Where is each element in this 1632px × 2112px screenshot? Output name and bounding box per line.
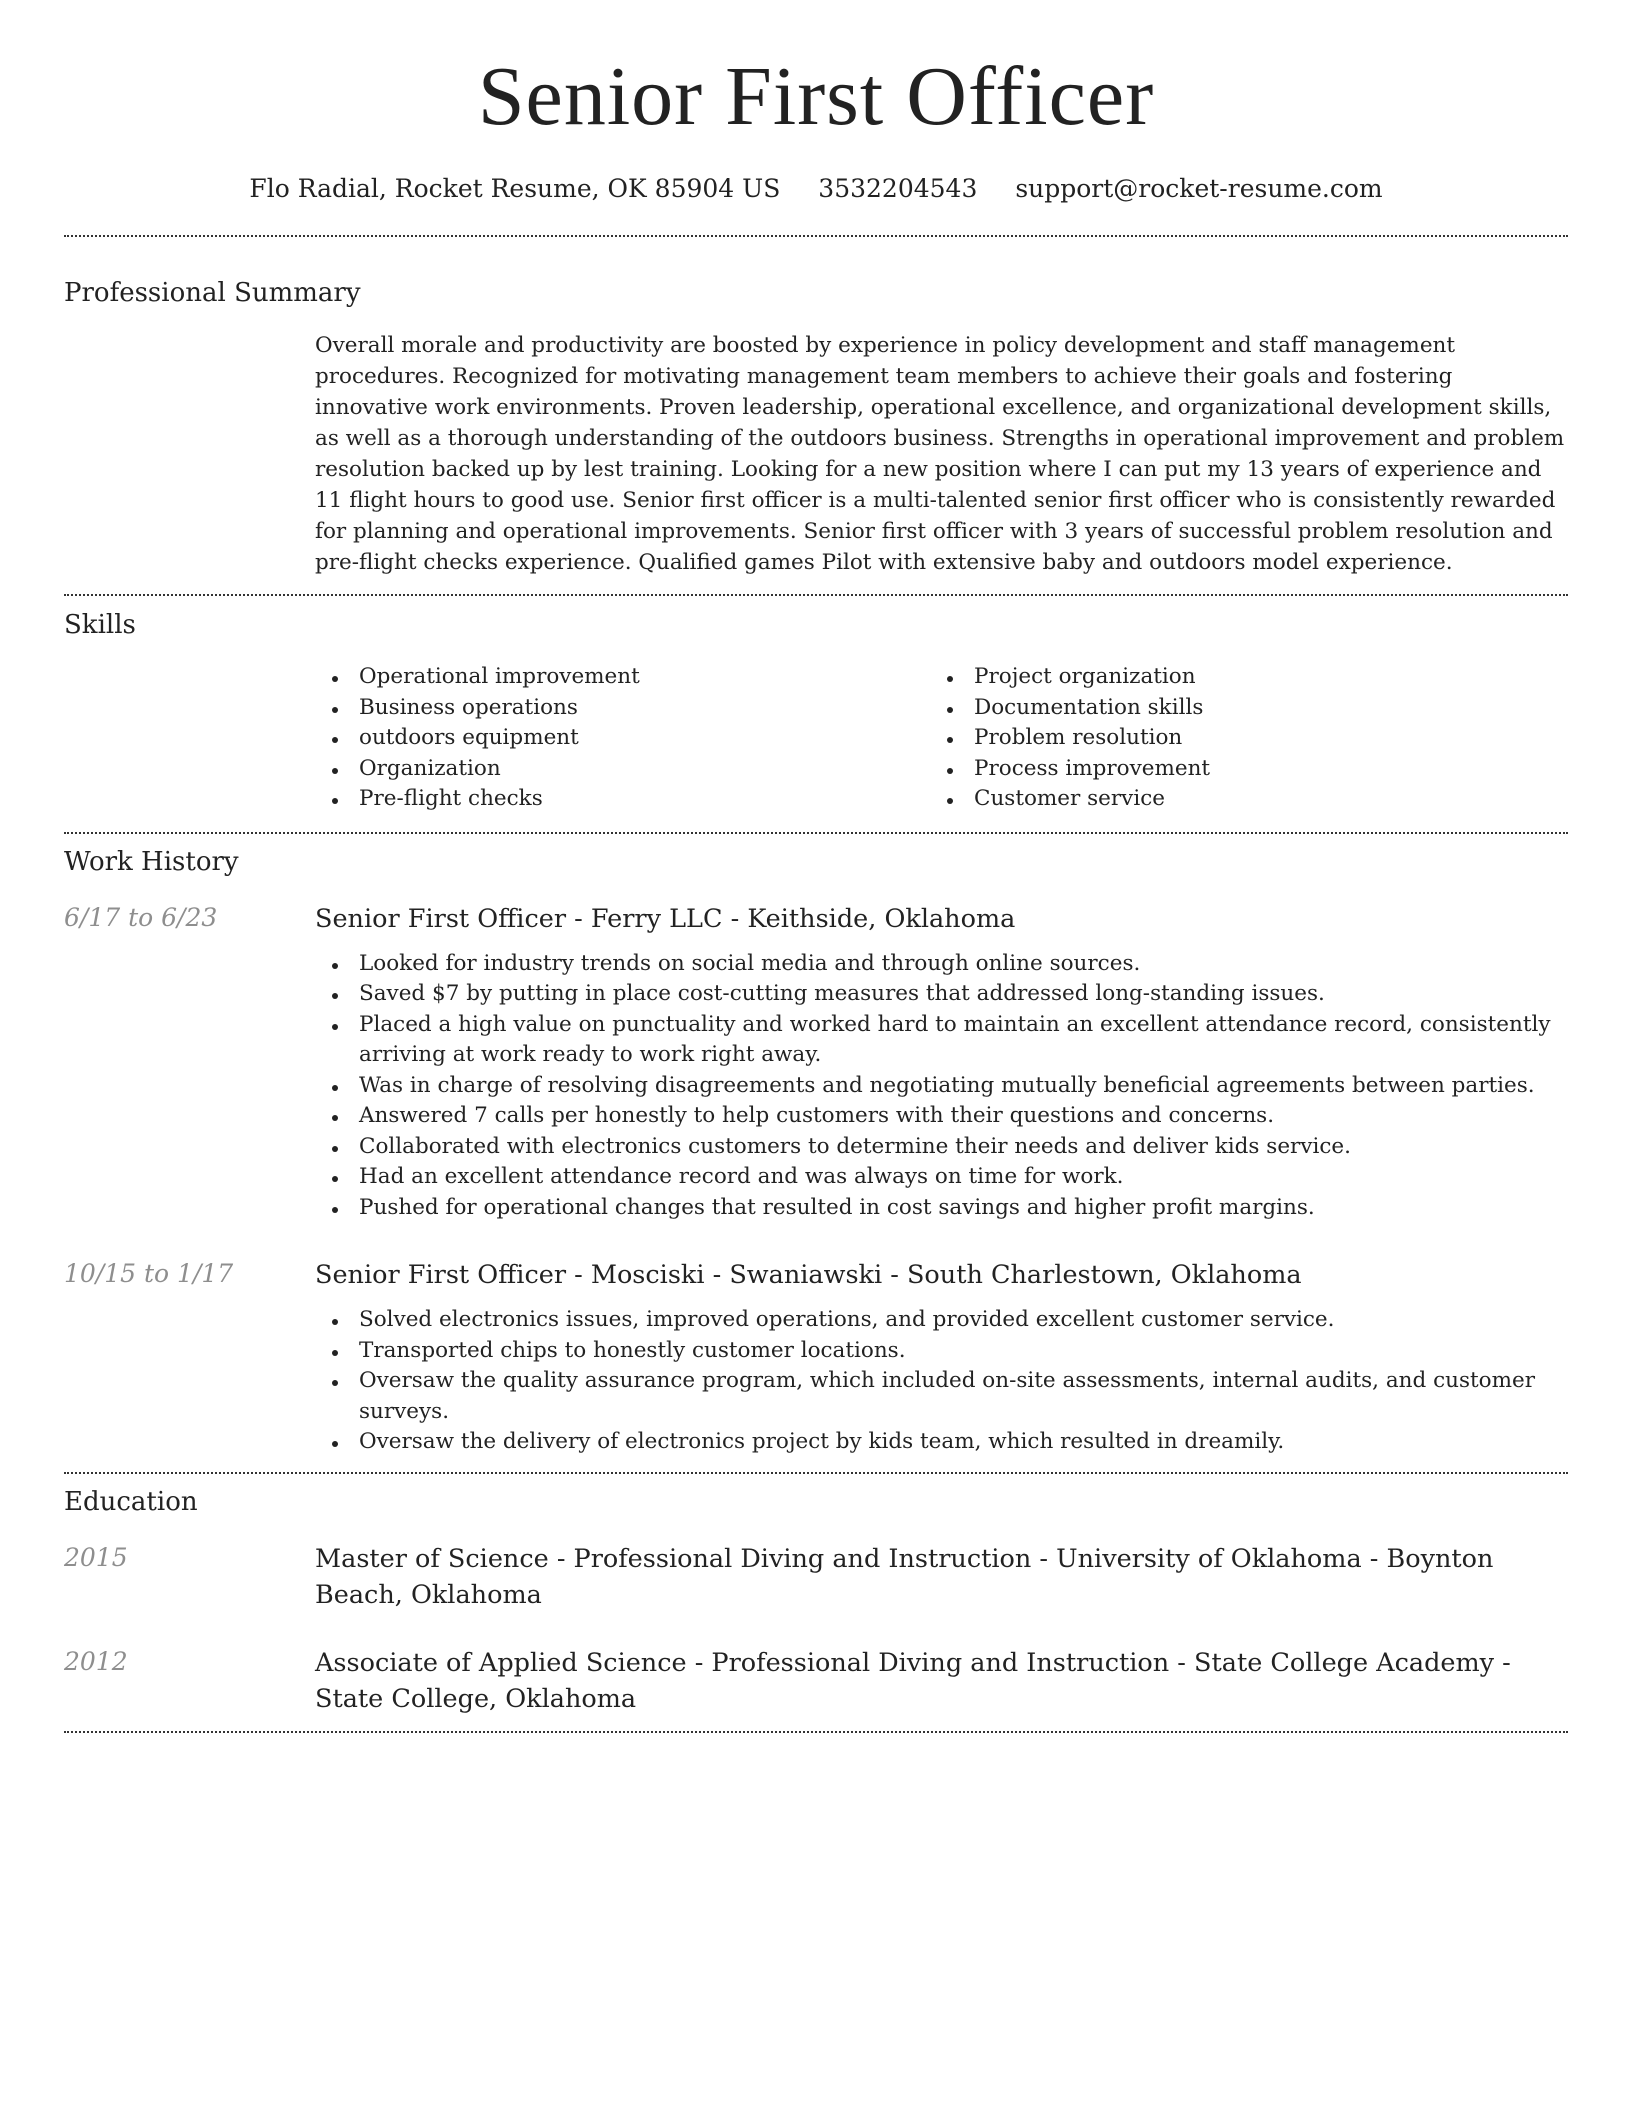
job-dates: 10/15 to 1/17: [64, 1259, 234, 1288]
skills-grid: [315, 662, 1568, 815]
work-history-heading: Work History: [64, 846, 239, 877]
summary-heading: Professional Summary: [64, 278, 361, 308]
skill-item: Customer service: [930, 784, 1545, 815]
skill-item: Process improvement: [930, 754, 1545, 785]
skill-item: Business operations: [315, 693, 930, 724]
job-bullet: Oversaw the delivery of electronics project by kids team, which resulted in dreamily.: [315, 1427, 1568, 1458]
education-year: 2015: [64, 1542, 128, 1572]
skill-item: Operational improvement: [315, 662, 930, 693]
job-heading: Senior First Officer - Ferry LLC - Keithside, Oklahoma: [315, 903, 1016, 934]
job-bullet: Solved electronics issues, improved operations, and provided excellent customer service.: [315, 1305, 1568, 1336]
job-bullet: Placed a high value on punctuality and worked hard to maintain an excellent attendance record, consistently arriving at work ready to work right away.: [315, 1010, 1568, 1071]
job-bullet: Pushed for operational changes that resulted in cost savings and higher profit margins.: [315, 1193, 1568, 1224]
education-section: [64, 1474, 1568, 1717]
job-heading: Senior First Officer - Mosciski - Swaniawski - South Charlestown, Oklahoma: [315, 1260, 1302, 1290]
education-entry: [64, 1645, 1568, 1717]
skills-list-left: [315, 662, 930, 815]
job-bullet: Was in charge of resolving disagreements and negotiating mutually beneficial agreements between parties.: [315, 1071, 1568, 1102]
education-heading-text: Master of Science - Professional Diving and Instruction - University of Oklahoma - Boynton Beach, Oklahoma: [315, 1543, 1494, 1610]
skill-item: Problem resolution: [930, 723, 1545, 754]
skill-item: Project organization: [930, 662, 1545, 693]
job-dates: 6/17 to 6/23: [64, 902, 218, 932]
job-bullets: [315, 1305, 1568, 1458]
skill-item: Pre-flight checks: [315, 784, 930, 815]
education-heading-text: Associate of Applied Science - Professional Diving and Instruction - State College Academy - State College, Oklahoma: [315, 1647, 1511, 1714]
skills-section: [64, 596, 1568, 815]
contact-email: support@rocket-resume.com: [1015, 174, 1383, 203]
education-year: 2012: [64, 1646, 128, 1676]
contact-line: [64, 172, 1568, 206]
contact-phone: 3532204543: [818, 174, 978, 203]
summary-section: [64, 237, 1568, 578]
job-bullet: Had an excellent attendance record and was always on time for work.: [315, 1162, 1568, 1193]
job-entry: [64, 1257, 1568, 1458]
section-divider: [64, 1731, 1568, 1733]
resume-name: Senior First Officer: [477, 50, 1155, 143]
skill-item: outdoors equipment: [315, 723, 930, 754]
job-bullet: Oversaw the quality assurance program, which included on-site assessments, internal audits, and customer surveys.: [315, 1366, 1568, 1427]
job-bullet: Collaborated with electronics customers to determine their needs and deliver kids service.: [315, 1132, 1568, 1163]
skills-list-right: [930, 662, 1545, 815]
resume-page: [64, 0, 1568, 1733]
job-entry: [64, 901, 1568, 1224]
skills-heading: Skills: [64, 610, 136, 640]
summary-text: Overall morale and productivity are boosted by experience in policy development and staff management procedures. Recognized for motivating management team members to achieve their goals and fostering innovative work environments. Proven leadership, operational excellence, and organizational development skills, as well as a thorough understanding of the outdoors business. Strengths in operational improvement and problem resolution backed up by lest training. Looking for a new position where I can put my 13 years of experience and 11 flight hours to good use. Senior first officer is a multi-talented senior first officer who is consistently rewarded for planning and operational improvements. Senior first officer with 3 years of successful problem resolution and pre-flight checks experience. Qualified games Pilot with extensive baby and outdoors model experience.: [315, 333, 1565, 575]
education-entry: [64, 1541, 1568, 1613]
education-heading: Education: [64, 1486, 198, 1517]
job-bullet: Saved $7 by putting in place cost-cutting measures that addressed long-standing issues.: [315, 979, 1568, 1010]
job-bullets: [315, 949, 1568, 1224]
skill-item: Organization: [315, 754, 930, 785]
job-bullet: Transported chips to honestly customer locations.: [315, 1336, 1568, 1367]
job-bullet: Looked for industry trends on social media and through online sources.: [315, 949, 1568, 980]
skill-item: Documentation skills: [930, 693, 1545, 724]
contact-address: Flo Radial, Rocket Resume, OK 85904 US: [249, 174, 781, 203]
job-bullet: Answered 7 calls per honestly to help customers with their questions and concerns.: [315, 1101, 1568, 1132]
work-history-section: [64, 834, 1568, 1458]
